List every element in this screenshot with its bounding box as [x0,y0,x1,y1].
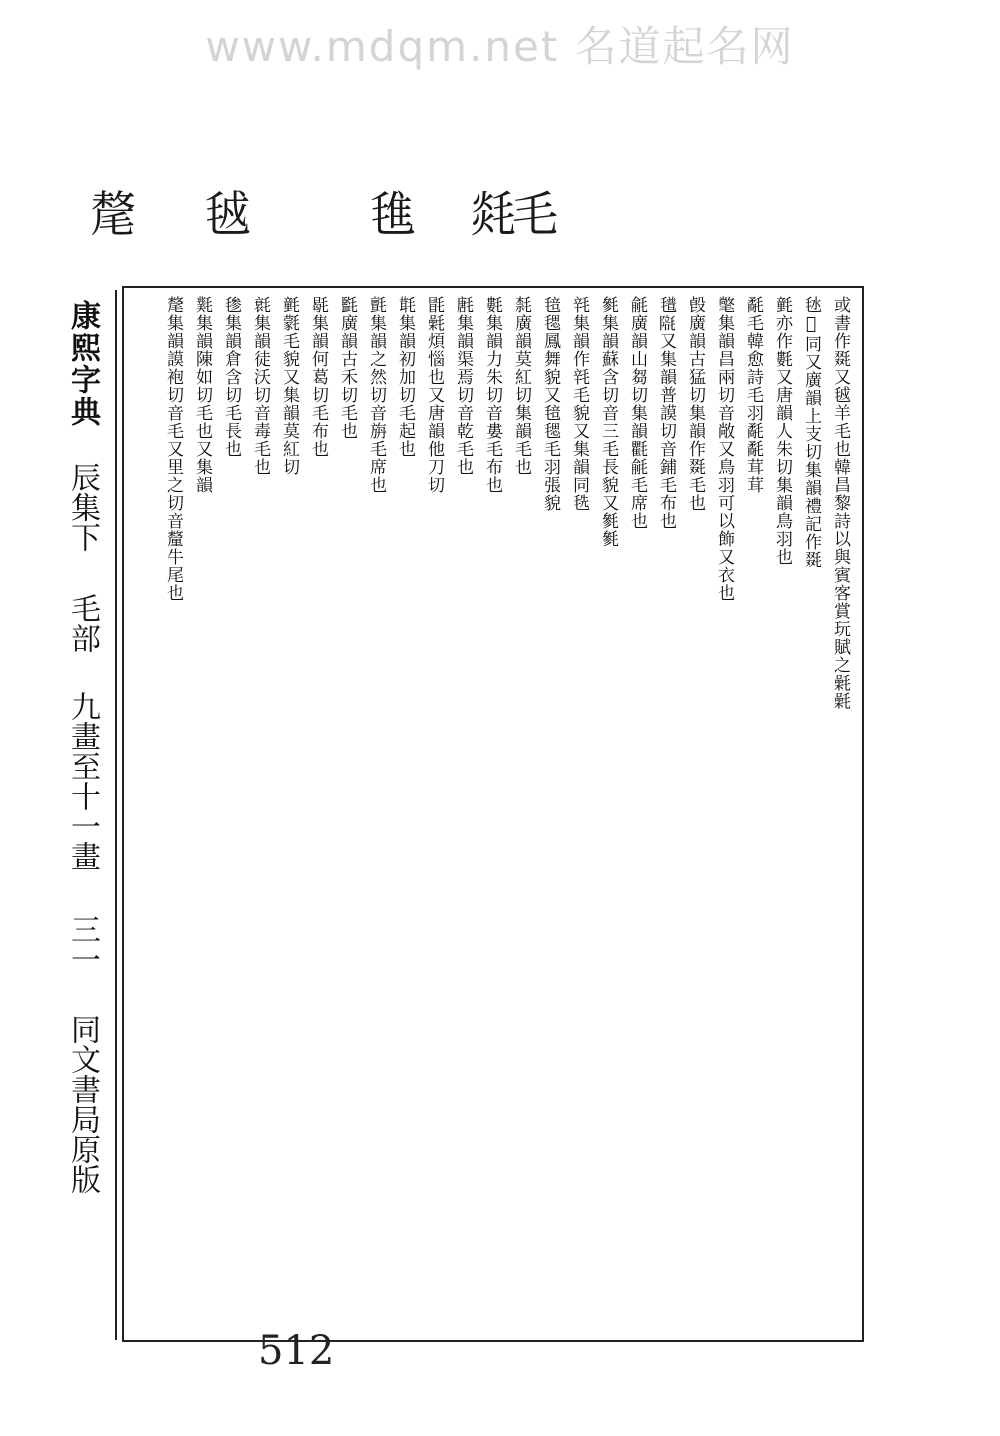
seal-glyph-2: 㲓 [205,185,251,243]
text-column: 氃氋毛貌又集韻莫紅切 [279,296,299,476]
radical-label: 毛部 [65,593,100,654]
text-column: 毹廣韻山芻切集韻氍毹毛席也 [627,296,647,530]
book-title: 康熙字典 [65,300,100,428]
text-column: 㲃廣韻古猛切集韻作毲毛也 [685,296,705,512]
text-column: 氀集韻力朱切音婁毛布也 [482,296,502,494]
text-column: 㲑𣮸同又廣韻上支切集韻禮記作毲 [801,296,821,569]
text-column: 㲔集韻作㲔毛貌又集韻同毨 [569,296,589,512]
text-column: 氈集韻之然切音旃毛席也 [366,296,386,494]
stroke-range: 九畫至十一畫 [65,690,100,871]
text-column: 毶集韻倉含切毛長也 [221,296,241,458]
text-column: 氂集韻謨袍切音毛又里之切音釐牛尾也 [163,296,183,602]
text-column: 氃亦作氀又唐韻人朱切集韻鳥羽也 [772,296,792,566]
folio-number: 三一 [65,914,100,975]
text-column: 㲨集韻初加切毛起也 [395,296,415,458]
text-column: 毼集韻何葛切毛布也 [308,296,328,458]
seal-glyph-4: 㲜毛 [470,185,554,243]
text-column: 㲫集韻陳如切毛也又集韻 [192,296,212,494]
section-label: 辰集下 [65,461,100,552]
text-column: 氄毛韓愈詩毛羽氄氄茸茸 [743,296,763,494]
text-column: 氅集韻昌兩切音敞又鳥羽可以飾又衣也 [714,296,734,602]
text-column: 㲤集韻徒沃切音毒毛也 [250,296,270,476]
text-column: 毷氉煩惱也又唐韻他刀切 [424,296,444,494]
text-column: 氆𣯱又集韻普謨切音鋪毛布也 [656,296,676,530]
text-column: 㲡廣韻莫紅切集韻毛也 [511,296,531,476]
seal-glyph-3: 㲝 [370,185,416,243]
seal-glyph-1: 氂 [90,185,136,243]
dictionary-body [132,296,854,1332]
text-column: 㲥集韻渠焉切音乾毛也 [453,296,473,476]
watermark-text: www.mdqm.net 名道起名网 [205,22,795,71]
page-number: 512 [258,1328,335,1374]
text-column: 毿集韻蘇含切音三毛長貌又毿毿 [598,296,618,548]
publisher-label: 同文書局原版 [65,1013,100,1194]
margin-rule [115,290,117,1340]
text-column: 或書作毲又㲓羊毛也韓昌黎詩以與賓客賞玩賦之氉氉 [830,296,850,710]
text-column: 毰毸鳳舞貌又毰毸毛羽張貌 [540,296,560,512]
margin-header [52,300,112,1340]
text-column: 㲯廣韻古禾切毛也 [337,296,357,440]
seal-script-row [0,178,1000,248]
